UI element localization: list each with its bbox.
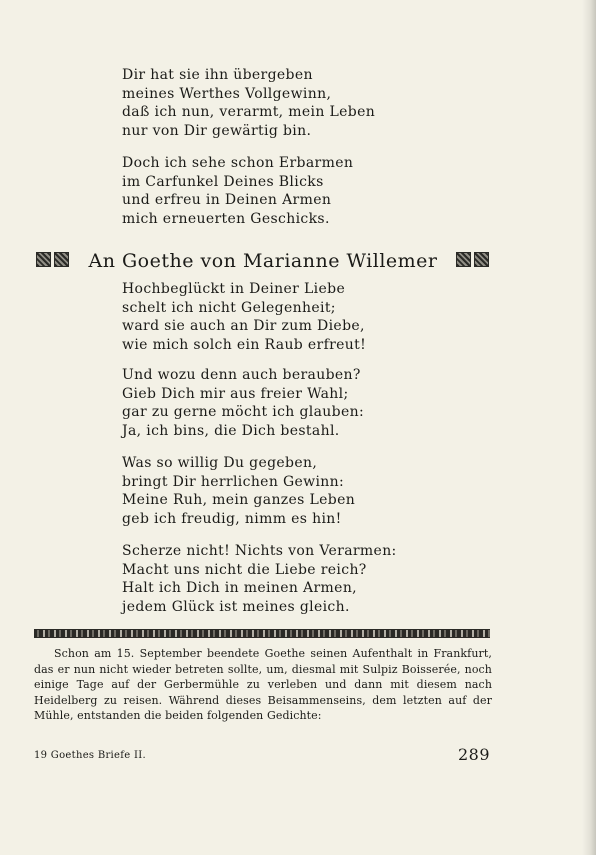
verse-line: und erfreu in Deinen Armen (122, 192, 332, 209)
verse-line: Macht uns nicht die Liebe reich? (122, 561, 367, 578)
verse-line: jedem Glück ist meines gleich. (122, 598, 350, 615)
stanza-4 (122, 366, 364, 440)
verse-line: meines Werthes Vollgewinn, (122, 85, 332, 102)
verse-line: Dir hat sie ihn übergeben (122, 67, 313, 83)
stanza-5 (122, 454, 355, 528)
poem-title-row (36, 248, 490, 274)
verse-line: geb ich freudig, nimm es hin! (122, 510, 342, 527)
stanza-2 (122, 154, 353, 228)
editorial-note: Schon am 15. September beendete Goethe seinen Aufenthalt in Frankfurt, das er nun nicht wieder betreten sollte, um, diesmal mit Sulpiz Boisserée, noch einige Tage auf der Gerbermühle zu verleben und dann mit diesem nach Heidelberg zu reisen. Während dieses Beisammenseins, dem letzten auf der Mühle, entstanden die beiden folgenden Gedichte: (34, 647, 492, 723)
verse-line: Was so willig Du gegeben, (122, 455, 318, 471)
stanza-3 (122, 280, 366, 354)
verse-line: bringt Dir herrlichen Gewinn: (122, 473, 345, 490)
verse-line: Halt ich Dich in meinen Armen, (122, 580, 357, 597)
printer-signature: 19 Goethes Briefe II. (34, 750, 146, 761)
verse-line: ward sie auch an Dir zum Diebe, (122, 318, 365, 335)
verse-line: Gieb Dich mir aus freier Wahl; (122, 385, 349, 402)
ornament-icon (36, 252, 70, 269)
ornament-tile (456, 252, 471, 267)
verse-line: Hochbeglückt in Deiner Liebe (122, 281, 346, 297)
verse-line: im Carfunkel Deines Blicks (122, 173, 324, 190)
poem-title: An Goethe von Marianne Willemer (88, 250, 438, 272)
verse-line: nur von Dir gewärtig bin. (122, 122, 312, 139)
ornament-icon (456, 252, 490, 269)
page-edge-shadow (582, 0, 596, 855)
verse-line: Und wozu denn auch berauben? (122, 367, 361, 383)
ornament-tile (54, 252, 69, 267)
stanza-1 (122, 66, 375, 140)
verse-line: Ja, ich bins, die Dich bestahl. (122, 422, 340, 439)
verse-line: Doch ich sehe schon Erbarmen (122, 155, 354, 171)
ornament-tile (36, 252, 51, 267)
verse-line: Meine Ruh, mein ganzes Leben (122, 492, 356, 509)
ornament-tile (474, 252, 489, 267)
verse-line: daß ich nun, verarmt, mein Leben (122, 104, 376, 121)
page-number: 289 (457, 745, 490, 764)
verse-line: schelt ich nicht Gelegenheit; (122, 299, 336, 316)
stanza-6 (122, 542, 397, 616)
verse-line: gar zu gerne möcht ich glauben: (122, 404, 365, 421)
ornamental-divider (34, 629, 490, 638)
verse-line: wie mich solch ein Raub erfreut! (122, 336, 367, 353)
verse-line: Scherze nicht! Nichts von Verarmen: (122, 543, 397, 559)
verse-line: mich erneuerten Geschicks. (122, 210, 330, 227)
